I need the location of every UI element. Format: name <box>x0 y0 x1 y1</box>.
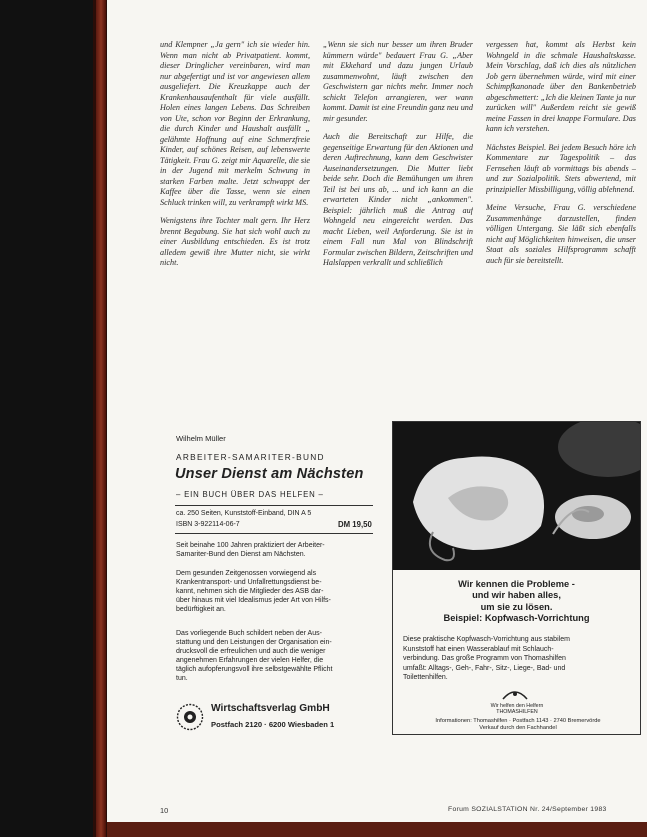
contact-line: Informationen: Thomashilfen · Postfach 1143 · 2740 Bremervörde <box>435 718 601 724</box>
body-line: umfaßt: Alltags-, Geh-, Fahr-, Sitz-, Liege-, Bad- und <box>403 664 566 672</box>
ad-text-line: Das vorliegende Buch schildert neben der Aus- <box>176 630 322 637</box>
ad-headline <box>393 579 640 624</box>
page-number: 10 <box>160 806 169 815</box>
ad-text-line: täglich aufopferungsvoll ihre selbstgewählte Pflicht <box>176 666 333 673</box>
article-paragraph: vergessen hat, kommt als Herbst kein Wohngeld in die schmale Haushaltskasse. Mein Vorschlag, daß ich dies als nützlichen Job gern übernehmen würde, wird mit einer Schimpfkanonade über den Bankenbetrieb abgeschmettert: „Ich die kleinen Tante ja nur zurücken will" Außerdem reicht sie gewiß meine Fassen in drei knappe Formulare. Das kann ich verstehen. <box>486 40 636 133</box>
ad-text-line: Seit beinahe 100 Jahren praktiziert der Arbeiter- <box>176 542 325 549</box>
article-paragraph: „Wenn sie sich nur besser um ihren Bruder kümmern würde" bedauert Frau G. „Aber mit Ekkehard und dazu jungen Urlaub zusammenwohnt, läuft zwischen den Geschwistern gar nichts mehr. Immer noch schickt Telefon arrangieren, wer wann kommt. Damit ist eine Freundin ganz neu und mir gesunder. <box>323 40 473 123</box>
ad-text-line: kannt, nehmen sich die Mitglieder des ASB dar- <box>176 588 324 595</box>
article-column-1 <box>160 40 310 410</box>
publisher-address: Postfach 2120 · 6200 Wiesbaden 1 <box>211 720 335 729</box>
ad-isbn: ISBN 3-922114-06-7 <box>176 521 240 528</box>
article-paragraph: Meine Versuche, Frau G. verschiedene Zusammenhänge darzustellen, finden völligen Untergang. Sie läßt sich ebenfalls nicht auf Möglichkeiten hinweisen, die unser Staat als soziales Hilfsprogramm schafft auch für sie bereitstellt. <box>486 203 636 265</box>
article-paragraph: und Klempner „Ja gern" ich sie wieder hin. Wenn man nicht ab Privatpatient. kommt, dieser Dringlicher vereinbaren, wird man nur abgefertigt und ist vor angewiesen allem ausgeliefert. Die Kreuzkappe auch der Krankenhausaufenthalt für viele ausfällt. Holen eines langen Lebens. Das Schreiben von Ute, schon vor Beginn der Erkrankung, die durch Kinder und Haushalt ausfällt „ gelähmte Hoffnung auf eine Schmerzfreie Kinder, auf schönes Reisen, auf lebenswerte Tätigkeit. Frau G. zeigt mir Aquarelle, die sie in der Jugend mit merkelm Schwung in starken Farben malte. Jetzt schwappt der Kaffee über die Tasse, wenn sie einen Schluck trinken will, zu verkrampft wirkt MS. <box>160 40 310 207</box>
article-column-3 <box>486 40 636 410</box>
headline-line: Beispiel: Kopfwasch-Vorrichtung <box>443 612 590 623</box>
ad-text-line: Dem gesunden Zeitgenossen vorwiegend als <box>176 570 317 577</box>
body-line: Kunststoff hat einen Wasserablauf mit Schlauch- <box>403 645 554 653</box>
ad-text-line: tun. <box>176 675 188 682</box>
ad-text-line: angenehmen Erfahrungen der vielen Helfer, die <box>176 657 324 664</box>
article-paragraph: Nächstes Beispiel. Bei jedem Besuch höre ich Kommentare zur Tagespolitik – das Fernsehen läuft ab vormittags bis abends – und zur Sozialpolitik. Stets abwertend, mit prinzipieller Missbilligung, völlig ablehnend. <box>486 142 636 194</box>
body-line: Diese praktische Kopfwasch-Vorrichtung aus stabilem <box>403 636 570 643</box>
thomashilfen-logo-icon <box>501 687 529 701</box>
ad-book-subtitle: – EIN BUCH ÜBER DAS HELFEN – <box>176 490 324 499</box>
ad-text-line: Krankentransport- und Unfallrettungsdienst be- <box>176 579 322 586</box>
binding-edge <box>0 0 93 837</box>
ad-text-line: stattung und den Leistungen der Organisation ein- <box>176 639 332 646</box>
publisher-name: Wirtschaftsverlag GmbH <box>211 703 330 714</box>
magazine-footer: Forum SOZIALSTATION Nr. 24/September 1983 <box>448 806 607 813</box>
headline-line: um sie zu lösen. <box>480 601 553 612</box>
product-photo <box>393 422 640 570</box>
article-column-2 <box>323 40 473 410</box>
ad-organization: ARBEITER-SAMARITER-BUND <box>176 452 325 462</box>
body-line: verbindung. Das große Programm von Thomashilfen <box>403 655 566 662</box>
ad-spec: ca. 250 Seiten, Kunststoff-Einband, DIN A 5 <box>176 510 312 517</box>
page-bottom-edge <box>107 822 647 837</box>
product-advertisement <box>392 421 641 735</box>
ad-book-title: Unser Dienst am Nächsten <box>175 466 364 482</box>
headline-line: und wir haben alles, <box>472 590 561 601</box>
article-paragraph: Wenigstens ihre Tochter malt gern. Ihr Herz brennt Begabung. Sie hat sich wohl auch zu einer Ausbildung entschieden. Es ist trotz alledem gewiß ihre Mutter nicht, sie wirkt nicht. <box>160 216 310 267</box>
ad-contact <box>403 718 633 732</box>
ad-body <box>403 635 633 683</box>
ad-text-line: bedürftigkeit an. <box>176 606 226 613</box>
contact-line: Verkauf durch den Fachhandel <box>479 725 557 731</box>
publisher-logo-icon <box>176 703 204 731</box>
article-paragraph: Auch die Bereitschaft zur Hilfe, die gegenseitige Erwartung für den Aktionen und deren Auftrechnung, kann dem Geschwister Auseinandersetzungen. Die Mutter liebt beide sehr. Doch die Bemühungen um ihren Teil ist bei uns ab, ... und ich kann an die erwarteten Kinder nicht „ankommen". Beispiel: jährlich muß die Antrag auf Wohngeld neu eingereicht werden. Das macht Lieben, weil Anforderung. Sie ist in einem Fall nun Mal von Blindschrift Formular zwischen Bildern, Zeitschriften und Halslappen verkrallt und schließlich <box>323 132 473 267</box>
ad-price: DM 19,50 <box>338 520 372 529</box>
logo-caption: Wir helfen den Helfern <box>490 703 544 709</box>
ad-divider <box>175 533 373 534</box>
book-advertisement <box>160 421 382 737</box>
body-line: Toilettenhilfen. <box>403 674 448 681</box>
ad-author: Wilhelm Müller <box>176 434 226 443</box>
cover-strip <box>96 0 106 837</box>
ad-text-line: drucksvoll die erfreulichen und auch die weniger <box>176 648 326 655</box>
ad-text-line: Samariter-Bund den Dienst am Nächsten. <box>176 551 306 558</box>
ad-divider <box>175 505 373 506</box>
ad-text-line: über hinaus mit viel Idealismus jeder Art von Hilfs- <box>176 597 331 604</box>
logo-caption: THOMASHILFEN <box>496 709 538 715</box>
headline-line: Wir kennen die Probleme - <box>458 579 575 589</box>
